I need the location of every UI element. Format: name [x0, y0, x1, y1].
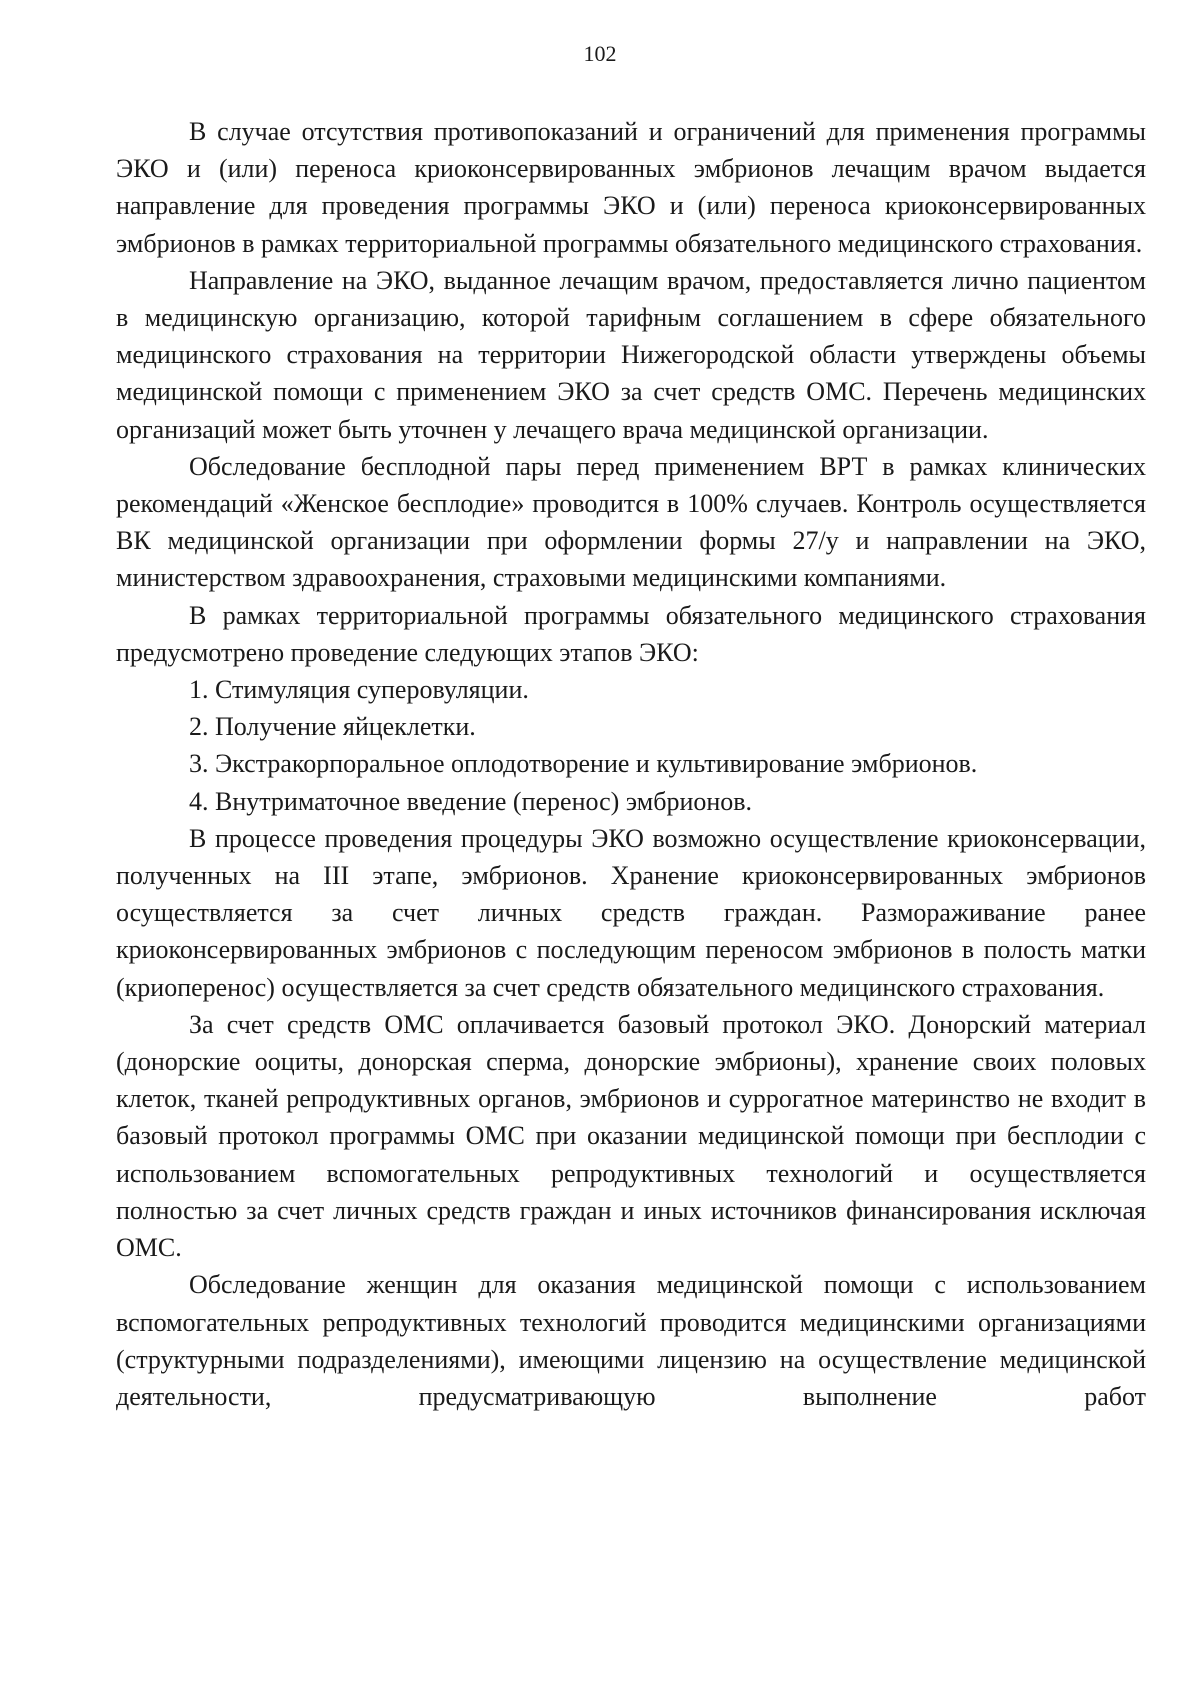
list-item-stage-4: 4. Внутриматочное введение (перенос) эмбрионов.: [189, 786, 753, 816]
page-number: 102: [583, 41, 617, 66]
paragraph-stages-intro: В рамках территориальной программы обязательного медицинского страхования предусмотрено проведение следующих этапов ЭКО:: [116, 600, 1146, 667]
list-item-stage-3: 3. Экстракорпоральное оплодотворение и культивирование эмбрионов.: [189, 749, 978, 779]
list-item-stage-1: 1. Стимуляция суперовуляции.: [189, 675, 529, 705]
paragraph-cryopreservation: В процессе проведения процедуры ЭКО возможно осуществление криоконсервации, полученных на III этапе, эмбрионов. Хранение криоконсервированных эмбрионов осуществляется за счет личных средств граждан. Размораживание ранее криоконсервированных эмбрионов с последующим переносом эмбрионов в полость матки (криоперенос) осуществляется за счет средств обязательного медицинского страхования.: [116, 823, 1146, 1002]
paragraph-women-examination: Обследование женщин для оказания медицинской помощи с использованием вспомогательных репродуктивных технологий проводится медицинскими организациями (структурными подразделениями), имеющими лицензию на осуществление медицинской деятельности, предусматривающую выполнение работ: [116, 1270, 1146, 1411]
document-body: [116, 113, 1146, 1415]
paragraph-referral-submission: Направление на ЭКО, выданное лечащим врачом, предоставляется лично пациентом в медицинскую организацию, которой тарифным соглашением в сфере обязательного медицинского страхования на территории Нижегородской области утверждены объемы медицинской помощи с применением ЭКО за счет средств ОМС. Перечень медицинских организаций может быть уточнен у лечащего врача медицинской организации.: [116, 265, 1146, 444]
paragraph-couple-examination: Обследование бесплодной пары перед применением ВРТ в рамках клинических рекомендаций «Женское бесплодие» проводится в 100% случаев. Контроль осуществляется ВК медицинской организации при оформлении формы 27/у и направлении на ЭКО, министерством здравоохранения, страховыми медицинскими компаниями.: [116, 451, 1146, 593]
paragraph-basic-protocol: За счет средств ОМС оплачивается базовый протокол ЭКО. Донорский материал (донорские ооциты, донорская сперма, донорские эмбрионы), хранение своих половых клеток, тканей репродуктивных органов, эмбрионов и суррогатное материнство не входит в базовый протокол программы ОМС при оказании медицинской помощи при бесплодии с использованием вспомогательных репродуктивных технологий и осуществляется полностью за счет личных средств граждан и иных источников финансирования исключая ОМС.: [116, 1009, 1146, 1263]
list-item-stage-2: 2. Получение яйцеклетки.: [189, 712, 476, 742]
paragraph-referral-issue: В случае отсутствия противопоказаний и ограничений для применения программы ЭКО и (или) переноса криоконсервированных эмбрионов лечащим врачом выдается направление для проведения программы ЭКО и (или) переноса криоконсервированных эмбрионов в рамках территориальной программы обязательного медицинского страхования.: [116, 117, 1146, 258]
